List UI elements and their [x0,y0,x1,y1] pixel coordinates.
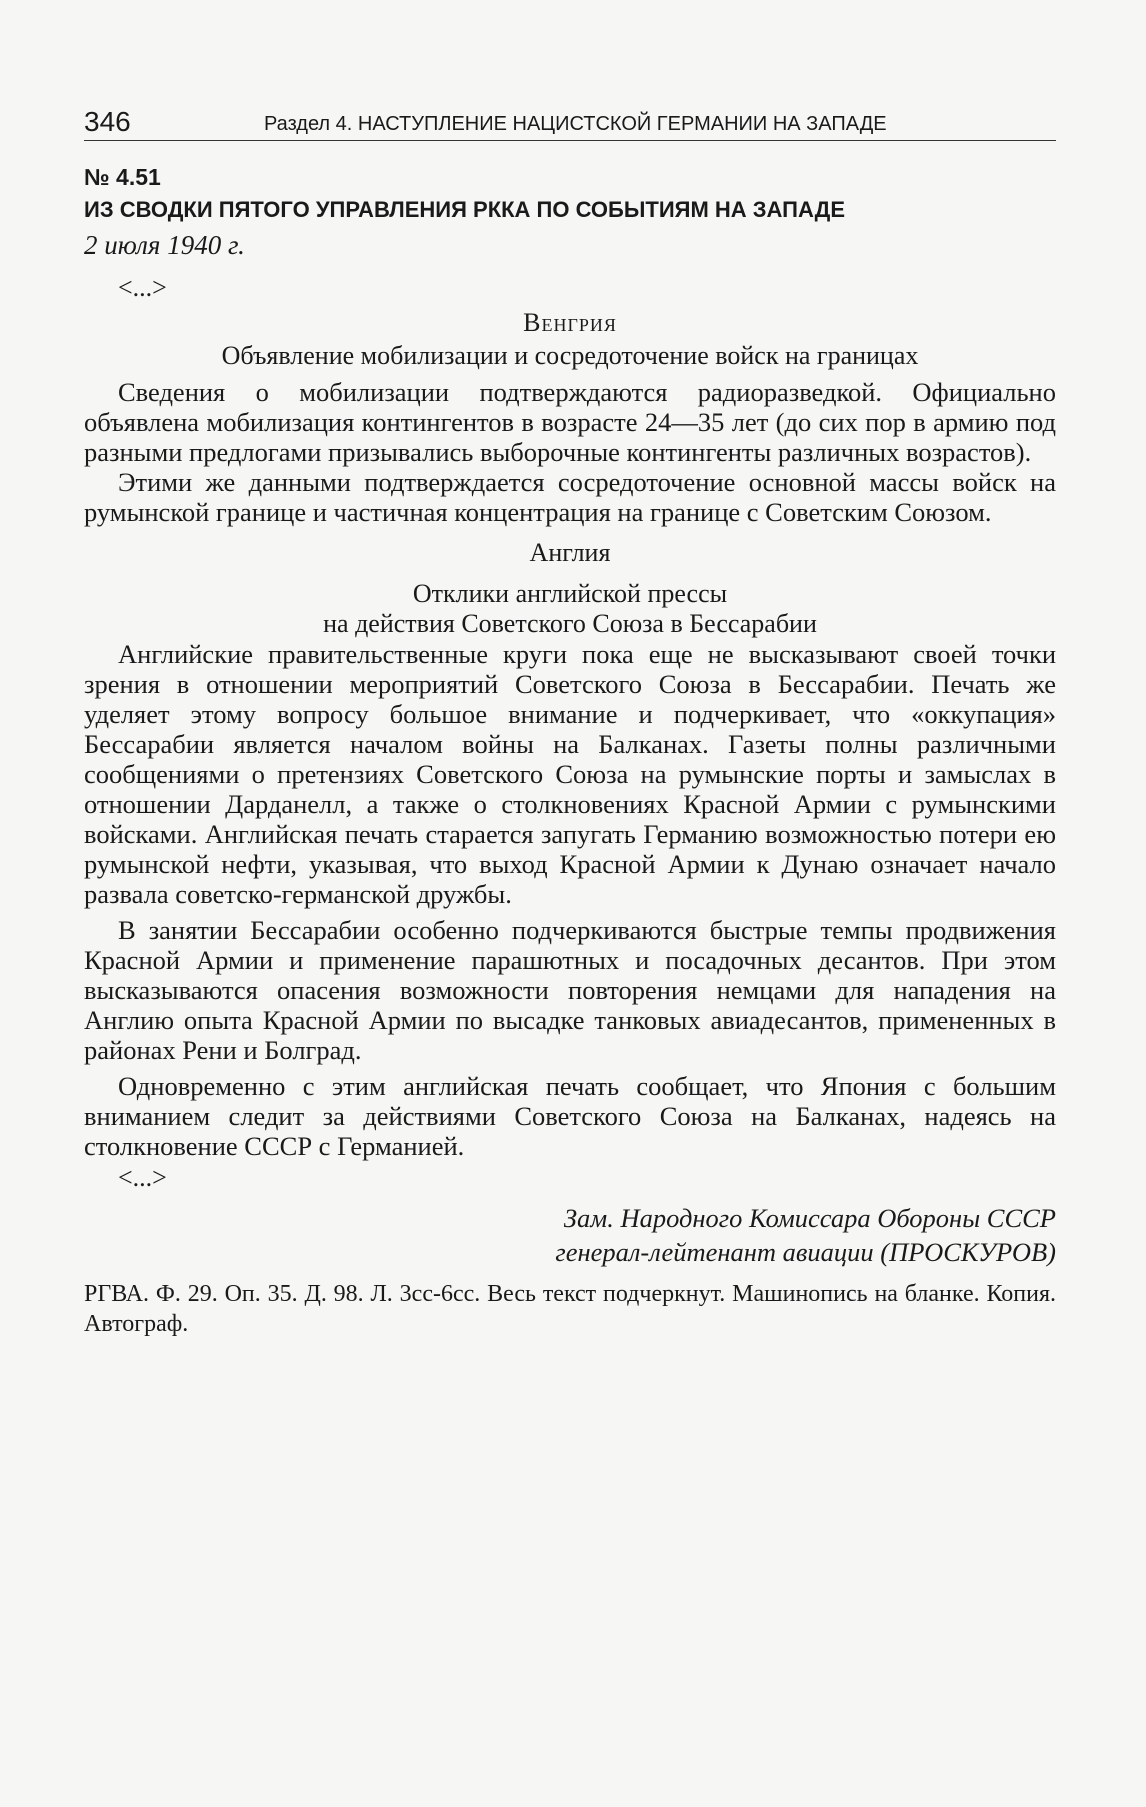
omission-mark-top: <...> [118,273,167,302]
section-title: Раздел 4. НАСТУПЛЕНИЕ НАЦИСТСКОЙ ГЕРМАНИИ НА ЗАПАДЕ [264,113,887,135]
running-head [84,98,1056,141]
paragraph: Этими же данными подтверждается сосредоточение основной массы войск на румынской границе и частичная концентрация на границе с Советским Союзом. [84,467,1056,527]
archive-source-note: РГВА. Ф. 29. Оп. 35. Д. 98. Л. 3сс-6сс. Весь текст подчеркнут. Машинопись на бланке. Копия. Автограф. [84,1281,1056,1337]
paragraph: В занятии Бессарабии особенно подчеркиваются быстрые темпы продвижения Красной Армии и применение парашютных и посадочных десантов. При этом высказываются опасения возможности повторения немцами для нападения на Англию опыта Красной Армии по высадке танковых авиадесантов, примененных в районах Рени и Болград. [84,915,1056,1065]
document-number: № 4.51 [84,164,161,190]
document-title: ИЗ СВОДКИ ПЯТОГО УПРАВЛЕНИЯ РККА ПО СОБЫТИЯМ НА ЗАПАДЕ [84,197,846,222]
document-date: 2 июля 1940 г. [84,230,245,260]
paragraph: Одновременно с этим английская печать сообщает, что Япония с большим вниманием следит за действиями Советского Союза на Балканах, надеясь на столкновение СССР с Германией. [84,1071,1056,1161]
subheading-england-line2: на действия Советского Союза в Бессарабии [323,609,817,638]
omission-mark-bottom: <...> [118,1163,167,1192]
subheading-hungary: Объявление мобилизации и сосредоточение войск на границах [221,341,919,370]
section-heading-hungary: Венгрия [523,308,617,337]
section-heading-england: Англия [529,538,611,567]
signature-name: генерал-лейтенант авиации (ПРОСКУРОВ) [555,1237,1056,1267]
paragraph: Английские правительственные круги пока еще не высказывают своей точки зрения в отношении мероприятий Советского Союза в Бессарабии. Печать же уделяет этому вопросу большое внимание и подчеркивает, что «оккупация» Бессарабии является началом войны на Балканах. Газеты полны различными сообщениями о претензиях Советского Союза на румынские порты и замыслах в отношении Дарданелл, а также о столкновениях Красной Армии с румынскими войсками. Английская печать старается запугать Германию возможностью потери ею румынской нефти, указывая, что выход Красной Армии к Дунаю означает начало развала советско-германской дружбы. [84,639,1056,909]
book-page [84,98,1056,1339]
signature-title: Зам. Народного Комиссара Обороны СССР [563,1203,1056,1233]
signature-block [84,1201,1056,1269]
subheading-england-line1: Отклики английской прессы [412,579,728,608]
paragraph: Сведения о мобилизации подтверждаются радиоразведкой. Официально объявлена мобилизация контингентов в возрасте 24—35 лет (до сих пор в армию под разными предлогами призывались выборочные контингенты различных возрастов). [84,377,1056,467]
page-number: 346 [84,106,131,137]
